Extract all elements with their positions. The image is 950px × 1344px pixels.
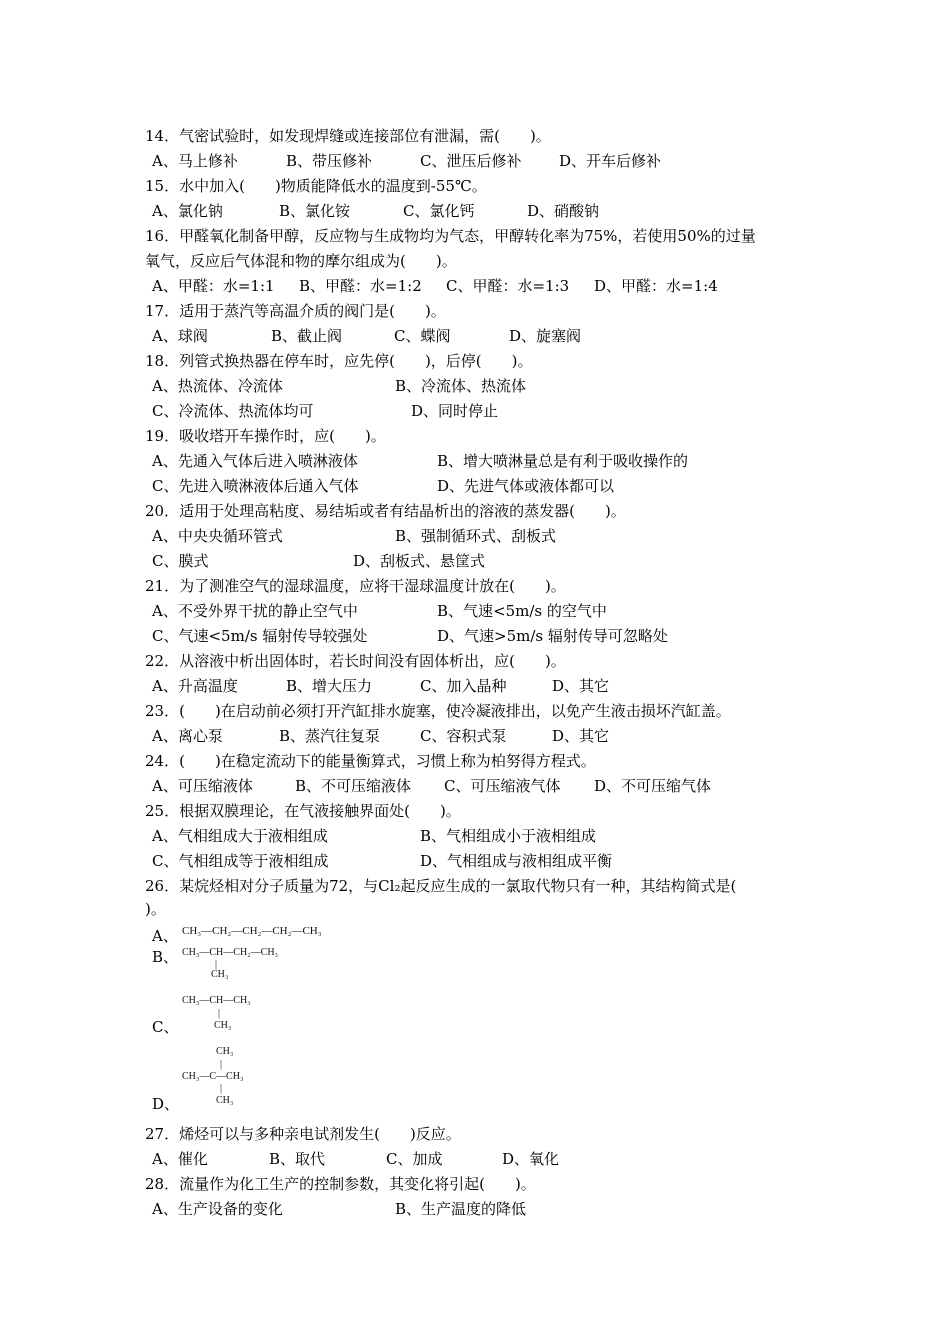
- q26-option-a: A、: [152, 927, 178, 945]
- q17-option-c: C、蝶阀: [394, 327, 451, 345]
- question-17-stem: 17．适用于蒸汽等高温介质的阀门是( )。: [145, 302, 446, 320]
- q15-option-c: C、氯化钙: [403, 202, 475, 220]
- question-27-stem: 27．烯烃可以与多种亲电试剂发生( )反应。: [145, 1125, 461, 1143]
- q16-option-a: A、甲醛：水=1:1: [152, 277, 275, 295]
- q20-option-d: D、刮板式、悬筐式: [353, 552, 486, 570]
- q18-option-d: D、同时停止: [411, 402, 499, 420]
- q22-option-d: D、其它: [552, 677, 610, 695]
- formula-c-sub: CH₃: [214, 1020, 232, 1031]
- q22-option-a: A、升高温度: [152, 677, 238, 695]
- q17-option-d: D、旋塞阀: [509, 327, 582, 345]
- q19-option-b: B、增大喷淋量总是有利于吸收操作的: [437, 452, 689, 470]
- question-25-stem: 25．根据双膜理论，在气液接触界面处( )。: [145, 802, 461, 820]
- q21-option-d: D、气速>5m/s 辐射传导可忽略处: [437, 627, 668, 645]
- q23-option-b: B、蒸汽往复泵: [279, 727, 381, 745]
- q25-option-a: A、气相组成大于液相组成: [152, 827, 328, 845]
- q25-option-c: C、气相组成等于液相组成: [152, 852, 329, 870]
- formula-c-bond: |: [218, 1008, 221, 1019]
- q21-option-b: B、气速<5m/s 的空气中: [437, 602, 607, 620]
- q17-option-a: A、球阀: [152, 327, 208, 345]
- q26-option-d: D、: [152, 1095, 180, 1113]
- q22-option-c: C、加入晶种: [420, 677, 507, 695]
- question-21-stem: 21．为了测准空气的湿球温度，应将干湿球温度计放在( )。: [145, 577, 566, 595]
- question-14-stem: 14．气密试验时，如发现焊缝或连接部位有泄漏，需( )。: [145, 127, 551, 145]
- q27-option-c: C、加成: [386, 1150, 443, 1168]
- formula-b-bond: |: [215, 959, 218, 970]
- question-22-stem: 22．从溶液中析出固体时，若长时间没有固体析出，应( )。: [145, 652, 566, 670]
- question-15-stem: 15．水中加入( )物质能降低水的温度到-55℃。: [145, 177, 487, 195]
- q15-option-a: A、氯化钠: [152, 202, 223, 220]
- q26-option-c: C、: [152, 1018, 179, 1036]
- q18-option-a: A、热流体、冷流体: [152, 377, 283, 395]
- q25-option-d: D、气相组成与液相组成平衡: [420, 852, 613, 870]
- q20-option-a: A、中央央循环管式: [152, 527, 283, 545]
- q18-option-b: B、冷流体、热流体: [395, 377, 527, 395]
- q23-option-d: D、其它: [552, 727, 610, 745]
- question-26-stem-cont: )。: [145, 900, 166, 918]
- q24-option-c: C、可压缩液气体: [444, 777, 561, 795]
- q24-option-d: D、不可压缩气体: [594, 777, 712, 795]
- q28-option-b: B、生产温度的降低: [395, 1200, 527, 1218]
- question-28-stem: 28．流量作为化工生产的控制参数，其变化将引起( )。: [145, 1175, 536, 1193]
- q21-option-a: A、不受外界干扰的静止空气中: [152, 602, 358, 620]
- q26-option-b: B、: [152, 948, 179, 966]
- question-23-stem: 23．( )在启动前必须打开汽缸排水旋塞，使冷凝液排出，以免产生液击损坏汽缸盖。: [145, 702, 731, 720]
- q16-option-c: C、甲醛：水=1:3: [446, 277, 570, 295]
- formula-d-bond-bottom: |: [220, 1083, 223, 1094]
- q19-option-d: D、先进气体或液体都可以: [437, 477, 615, 495]
- formula-b-main: CH₃—CH—CH₂—CH₃: [182, 947, 279, 958]
- q23-option-a: A、离心泵: [152, 727, 223, 745]
- q25-option-b: B、气相组成小于液相组成: [420, 827, 597, 845]
- q14-option-b: B、带压修补: [286, 152, 373, 170]
- q14-option-d: D、开车后修补: [559, 152, 662, 170]
- q14-option-c: C、泄压后修补: [420, 152, 522, 170]
- q19-option-a: A、先通入气体后进入喷淋液体: [152, 452, 358, 470]
- q15-option-d: D、硝酸钠: [527, 202, 600, 220]
- question-20-stem: 20．适用于处理高粘度、易结垢或者有结晶析出的溶液的蒸发器( )。: [145, 502, 626, 520]
- q14-option-a: A、马上修补: [152, 152, 238, 170]
- q21-option-c: C、气速<5m/s 辐射传导较强处: [152, 627, 368, 645]
- q17-option-b: B、截止阀: [271, 327, 343, 345]
- question-24-stem: 24．( )在稳定流动下的能量衡算式，习惯上称为柏努得方程式。: [145, 752, 596, 770]
- q15-option-b: B、氯化铵: [279, 202, 351, 220]
- q16-option-b: B、甲醛：水=1:2: [299, 277, 422, 295]
- q27-option-d: D、氧化: [502, 1150, 560, 1168]
- q22-option-b: B、增大压力: [286, 677, 373, 695]
- q18-option-c: C、冷流体、热流体均可: [152, 402, 314, 420]
- q27-option-b: B、取代: [269, 1150, 326, 1168]
- formula-d-bottom: CH₃: [216, 1095, 234, 1106]
- q24-option-a: A、可压缩液体: [152, 777, 253, 795]
- question-16-stem-cont: 氧气，反应后气体混和物的摩尔组成为( )。: [145, 252, 457, 270]
- question-26-stem: 26．某烷烃相对分子质量为72，与Cl₂起反应生成的一氯取代物只有一种，其结构简式是(: [145, 877, 737, 895]
- q20-option-b: B、强制循环式、刮板式: [395, 527, 557, 545]
- q23-option-c: C、容积式泵: [420, 727, 507, 745]
- formula-d-top: CH₃: [216, 1046, 234, 1057]
- q28-option-a: A、生产设备的变化: [152, 1200, 283, 1218]
- formula-d-bond-top: |: [220, 1059, 223, 1070]
- formula-a: CH₃—CH₂—CH₂—CH₂—CH₃: [182, 925, 322, 937]
- q20-option-c: C、膜式: [152, 552, 209, 570]
- q24-option-b: B、不可压缩液体: [295, 777, 412, 795]
- q16-option-d: D、甲醛：水=1:4: [594, 277, 718, 295]
- formula-d-main: CH₃—C—CH₃: [182, 1071, 244, 1082]
- q19-option-c: C、先进入喷淋液体后通入气体: [152, 477, 359, 495]
- question-16-stem: 16．甲醛氧化制备甲醇，反应物与生成物均为气态，甲醇转化率为75%，若使用50%的过量: [145, 227, 756, 245]
- formula-b-sub: CH₃: [211, 969, 229, 980]
- q27-option-a: A、催化: [152, 1150, 208, 1168]
- question-19-stem: 19．吸收塔开车操作时，应( )。: [145, 427, 386, 445]
- question-18-stem: 18．列管式换热器在停车时，应先停( )，后停( )。: [145, 352, 533, 370]
- formula-c-main: CH₃—CH—CH₃: [182, 995, 251, 1006]
